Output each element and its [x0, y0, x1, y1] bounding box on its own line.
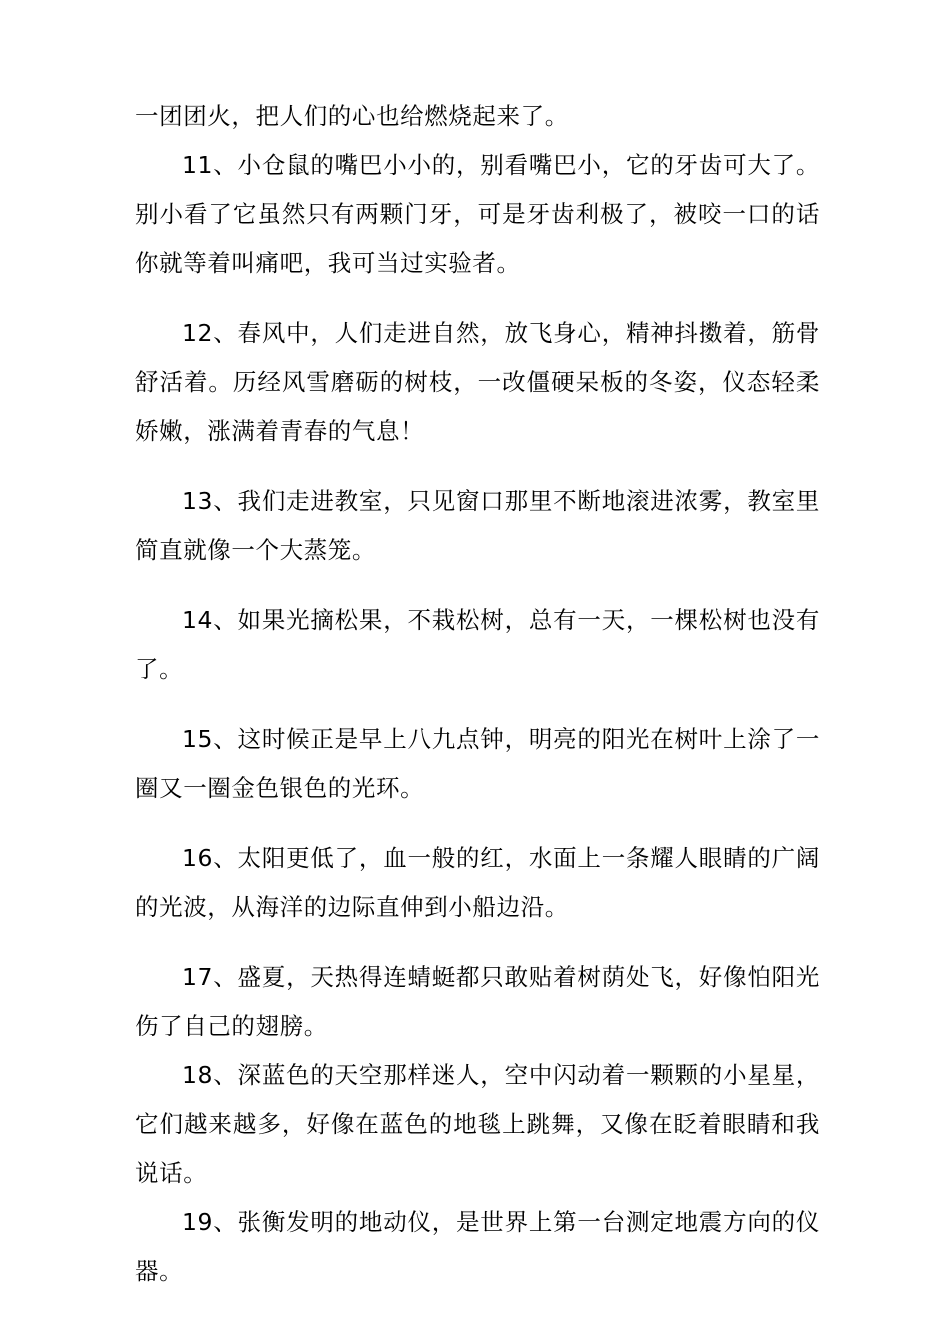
paragraph-18: 18、深蓝色的天空那样迷人，空中闪动着一颗颗的小星星，它们越来越多，好像在蓝色的地毯上跳舞，又像在眨着眼睛和我说话。 [135, 1061, 820, 1187]
document-body [135, 92, 820, 1296]
paragraph-11: 11、小仓鼠的嘴巴小小的，别看嘴巴小，它的牙齿可大了。别小看了它虽然只有两颗门牙，可是牙齿利极了，被咬一口的话你就等着叫痛吧，我可当过实验者。 [135, 151, 820, 277]
paragraph-continuation: 一团团火，把人们的心也给燃烧起来了。 [135, 102, 569, 130]
paragraph-15: 15、这时候正是早上八九点钟，明亮的阳光在树叶上涂了一圈又一圈金色银色的光环。 [135, 725, 820, 802]
paragraph-14: 14、如果光摘松果，不栽松树，总有一天，一棵松树也没有了。 [135, 606, 820, 683]
paragraph-16: 16、太阳更低了，血一般的红，水面上一条耀人眼睛的广阔的光波，从海洋的边际直伸到小船边沿。 [135, 844, 820, 921]
paragraph-12: 12、春风中，人们走进自然，放飞身心，精神抖擞着，筋骨舒活着。历经风雪磨砺的树枝，一改僵硬呆板的冬姿，仪态轻柔娇嫩，涨满着青春的气息！ [135, 319, 820, 445]
paragraph-19: 19、张衡发明的地动仪，是世界上第一台测定地震方向的仪器。 [135, 1208, 820, 1285]
paragraph-13: 13、我们走进教室，只见窗口那里不断地滚进浓雾，教室里简直就像一个大蒸笼。 [135, 487, 820, 564]
paragraph-17: 17、盛夏，天热得连蜻蜓都只敢贴着树荫处飞，好像怕阳光伤了自己的翅膀。 [135, 963, 820, 1040]
